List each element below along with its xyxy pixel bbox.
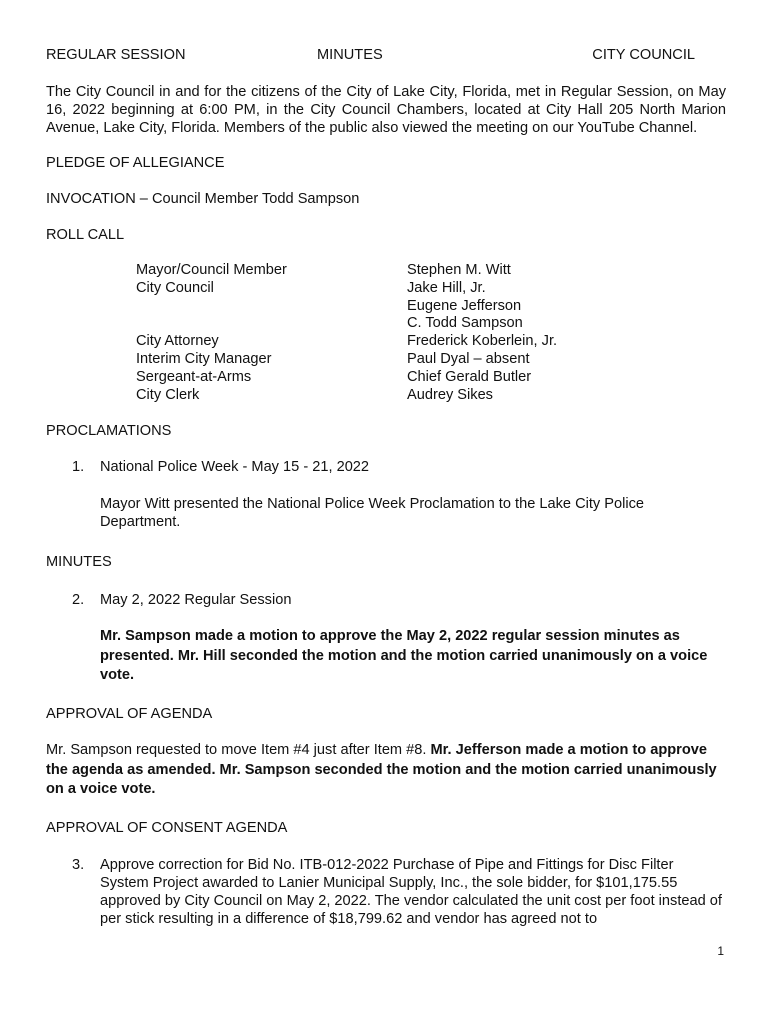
roll-name: Paul Dyal – absent — [407, 350, 530, 367]
roll-title — [136, 298, 287, 316]
document-header — [46, 47, 695, 65]
roll-title: City Clerk — [136, 386, 200, 403]
intro-paragraph: The City Council in and for the citizens of the City of Lake City, Florida, met in Regular Session, on May 16, 2022 beginning at 6:00 PM, in the City Council Chambers, located at City Hall 205 North Marion Avenue, Lake City, Florida. Members of the public also viewed the meeting on our YouTube Channel. — [46, 84, 726, 136]
proclamation-body: Mayor Witt presented the National Police Week Proclamation to the Lake City Police Department. — [100, 496, 645, 530]
roll-call-titles — [136, 262, 287, 404]
item-title: May 2, 2022 Regular Session — [100, 592, 292, 608]
item-title: National Police Week - May 15 - 21, 2022 — [100, 459, 370, 475]
agenda-request: Mr. Sampson requested to move Item #4 just after Item #8. — [46, 742, 431, 758]
roll-call-names — [407, 262, 557, 404]
agenda-paragraph — [46, 741, 726, 800]
invocation-line: INVOCATION – Council Member Todd Sampson — [46, 191, 360, 207]
roll-name: C. Todd Sampson — [407, 315, 523, 332]
agenda-heading: APPROVAL OF AGENDA — [46, 706, 213, 722]
roll-name: Chief Gerald Butler — [407, 368, 532, 385]
roll-title — [136, 315, 287, 333]
roll-name: Audrey Sikes — [407, 386, 493, 403]
item-number: 2. — [72, 592, 85, 608]
header-minutes: MINUTES — [317, 47, 383, 63]
item-number: 3. — [72, 857, 85, 873]
agenda-motion: Mr. Jefferson made a motion to approve the agenda as amended. Mr. Sampson seconded the motion and the motion carried unanimously on a voice vote. — [46, 742, 717, 797]
roll-title: Interim City Manager — [136, 350, 272, 367]
roll-title: City Attorney — [136, 333, 219, 350]
minutes-motion: Mr. Sampson made a motion to approve the May 2, 2022 regular session minutes as presented. Mr. Hill seconded the motion and the motion carried unanimously on a voice vote. — [100, 628, 708, 683]
item-text: Approve correction for Bid No. ITB-012-2022 Purchase of Pipe and Fittings for Disc Filter System Project awarded to Lanier Municipal Supply, Inc., the sole bidder, for $101,175.55 approved by City Council on May 2, 2022. The vendor calculated the unit cost per foot instead of per stick resulting in a difference of $18,799.62 and vendor has agreed not to — [100, 857, 722, 927]
proclamations-heading: PROCLAMATIONS — [46, 423, 172, 439]
consent-heading: APPROVAL OF CONSENT AGENDA — [46, 820, 288, 836]
roll-title: City Council — [136, 279, 214, 296]
pledge-heading: PLEDGE OF ALLEGIANCE — [46, 155, 225, 171]
roll-name: Jake Hill, Jr. — [407, 279, 486, 296]
page-number: 1 — [717, 944, 724, 958]
header-session: REGULAR SESSION — [46, 47, 186, 63]
roll-name: Eugene Jefferson — [407, 297, 522, 314]
roll-name: Frederick Koberlein, Jr. — [407, 333, 558, 350]
minutes-heading: MINUTES — [46, 554, 112, 570]
roll-title: Mayor/Council Member — [136, 262, 287, 278]
header-city-council: CITY COUNCIL — [592, 47, 695, 63]
roll-call-table — [136, 262, 636, 407]
roll-title: Sergeant-at-Arms — [136, 368, 252, 385]
roll-call-heading: ROLL CALL — [46, 227, 125, 243]
roll-name: Stephen M. Witt — [407, 262, 511, 278]
item-number: 1. — [72, 459, 85, 475]
